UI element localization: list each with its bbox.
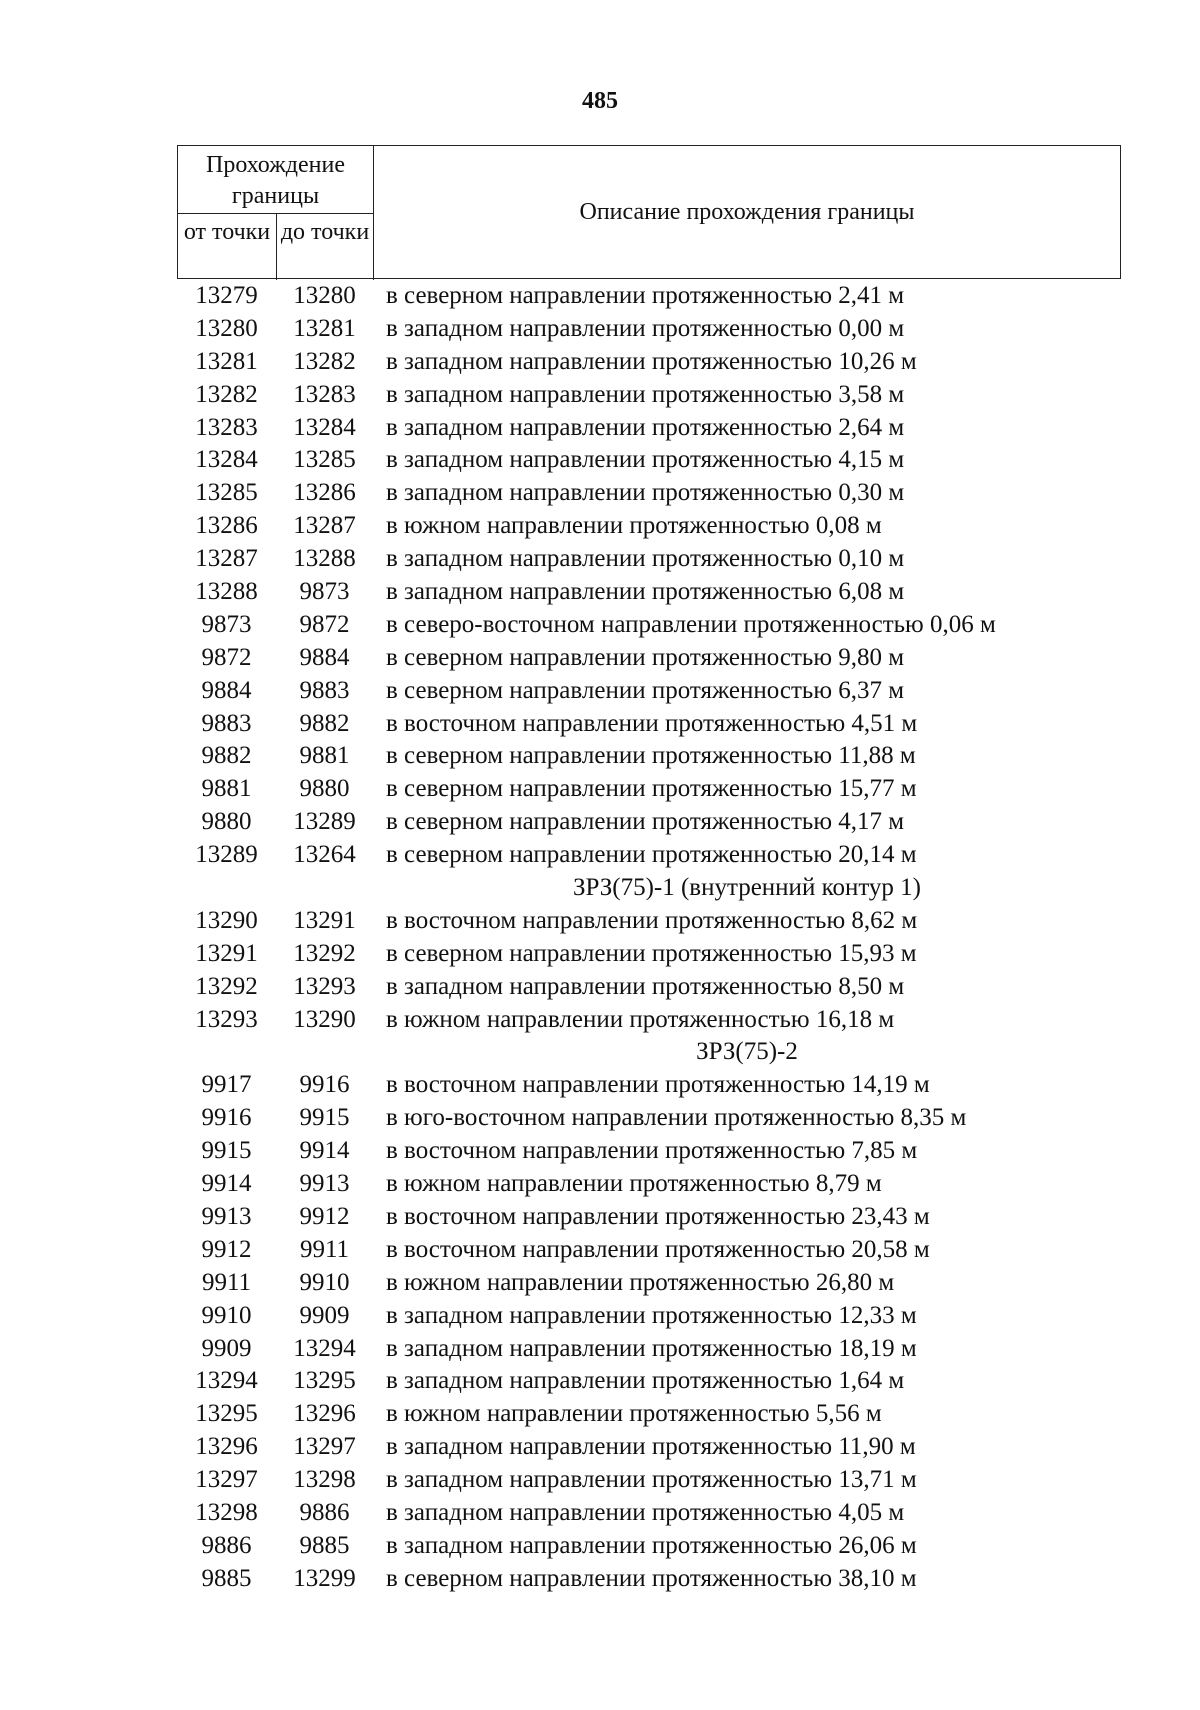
cell-from-point: 9873 [201,610,252,638]
cell-description: в западном направлении протяженностью 18,19 м [386,1334,917,1362]
cell-from-point: 13283 [195,413,258,441]
cell-to-point: 9911 [299,1235,350,1263]
table-row [177,806,1177,839]
cell-from-point: 13280 [195,314,258,342]
cell-to-point: 13286 [293,479,356,507]
cell-description: в южном направлении протяженностью 5,56 м [386,1400,882,1428]
cell-description: в западном направлении протяженностью 4,05 м [386,1498,905,1526]
cell-description: в восточном направлении протяженностью 20,58 м [386,1235,930,1263]
table-row [177,1563,1177,1596]
cell-description: в восточном направлении протяженностью 7,85 м [386,1137,918,1165]
cell-to-point: 9883 [299,676,350,704]
cell-from-point: 13290 [195,906,258,934]
cell-from-point: 13288 [195,578,258,606]
cell-description: в северном направлении протяженностью 11,88 м [386,742,916,770]
table-row [177,280,1177,313]
cell-description: в западном направлении протяженностью 8,50 м [386,972,905,1000]
cell-from-point: 9883 [201,709,252,737]
cell-to-point: 9872 [299,610,350,638]
cell-from-point: 9915 [201,1137,252,1165]
table-row [177,313,1177,346]
cell-description: в северном направлении протяженностью 6,37 м [386,676,905,704]
cell-description: в северном направлении протяженностью 38,10 м [386,1564,917,1592]
cell-to-point: 13290 [293,1005,356,1033]
cell-to-point: 13291 [293,906,356,934]
section-heading: ЗРЗ(75)-1 (внутренний контур 1) [572,874,921,902]
cell-from-point: 9885 [201,1564,252,1592]
header-desc-label: Описание прохождения границы [579,198,915,225]
cell-description: в западном направлении протяженностью 26,06 м [386,1531,917,1559]
table-row [177,1102,1177,1135]
cell-from-point: 9880 [201,808,252,836]
cell-description: в южном направлении протяженностью 0,08 м [386,512,882,540]
cell-description: в западном направлении протяженностью 10,26 м [386,347,917,375]
table-row [177,1300,1177,1333]
cell-to-point: 9881 [299,742,350,770]
cell-to-point: 9910 [299,1268,350,1296]
cell-from-point: 9912 [201,1235,252,1263]
table-row [177,1004,1177,1037]
cell-description: в восточном направлении протяженностью 23,43 м [386,1202,930,1230]
cell-to-point: 13295 [293,1367,356,1395]
table-row [177,1267,1177,1300]
cell-description: в северном направлении протяженностью 15,93 м [386,939,917,967]
cell-from-point: 13289 [195,841,258,869]
cell-description: в северном направлении протяженностью 9,80 м [386,643,905,671]
cell-description: в западном направлении протяженностью 13,71 м [386,1466,917,1494]
cell-description: в северо-восточном направлении протяженностью 0,06 м [386,610,996,638]
table-row [177,477,1177,510]
cell-to-point: 13288 [293,545,356,573]
table-row [177,773,1177,806]
table-row [177,938,1177,971]
table-row [177,1234,1177,1267]
cell-description: в западном направлении протяженностью 11,90 м [386,1433,916,1461]
cell-description: в юго-восточном направлении протяженностью 8,35 м [386,1104,967,1132]
cell-from-point: 9914 [201,1170,252,1198]
header-to-label: до точки [277,214,374,280]
cell-from-point: 13285 [195,479,258,507]
cell-to-point: 9882 [299,709,350,737]
cell-description: в восточном направлении протяженностью 14,19 м [386,1071,930,1099]
cell-to-point: 9916 [299,1071,350,1099]
cell-description: в южном направлении протяженностью 16,18 м [386,1005,895,1033]
table-row [177,675,1177,708]
cell-to-point: 13293 [293,972,356,1000]
cell-description: в западном направлении протяженностью 0,30 м [386,479,905,507]
table-row [177,609,1177,642]
table-row [177,1431,1177,1464]
cell-from-point: 9882 [201,742,252,770]
cell-from-point: 13293 [195,1005,258,1033]
table-row [177,839,1177,872]
cell-description: в южном направлении протяженностью 26,80 м [386,1268,895,1296]
cell-to-point: 13294 [293,1334,356,1362]
table-row [177,740,1177,773]
cell-to-point: 9914 [299,1137,350,1165]
cell-to-point: 9880 [299,775,350,803]
cell-description: в западном направлении протяженностью 2,64 м [386,413,905,441]
table-row [177,905,1177,938]
cell-from-point: 9881 [201,775,252,803]
cell-description: в западном направлении протяженностью 4,15 м [386,446,905,474]
table-row [177,1168,1177,1201]
cell-to-point: 13264 [293,841,356,869]
cell-description: в северном направлении протяженностью 20,14 м [386,841,917,869]
cell-to-point: 13296 [293,1400,356,1428]
table-row [177,379,1177,412]
cell-description: в западном направлении протяженностью 1,64 м [386,1367,905,1395]
cell-description: в западном направлении протяженностью 3,58 м [386,380,905,408]
cell-from-point: 13295 [195,1400,258,1428]
table-row [177,1398,1177,1431]
cell-to-point: 13289 [293,808,356,836]
cell-description: в северном направлении протяженностью 2,41 м [386,282,905,309]
table-body [177,280,1177,1596]
cell-from-point: 9872 [201,643,252,671]
cell-to-point: 9885 [299,1531,350,1559]
cell-from-point: 13287 [195,545,258,573]
table-row [177,642,1177,675]
cell-from-point: 9886 [201,1531,252,1559]
table-row [177,543,1177,576]
table-row [177,1333,1177,1366]
cell-to-point: 9873 [299,578,350,606]
cell-from-point: 13284 [195,446,258,474]
cell-from-point: 9910 [201,1301,252,1329]
page-number: 485 [582,88,618,114]
cell-from-point: 9911 [201,1268,252,1296]
table-row [177,412,1177,445]
cell-to-point: 13299 [293,1564,356,1592]
cell-to-point: 13282 [293,347,356,375]
cell-from-point: 13298 [195,1498,258,1526]
table-row [177,1365,1177,1398]
cell-from-point: 13291 [195,939,258,967]
cell-from-point: 13279 [195,282,258,309]
table-row [177,444,1177,477]
cell-to-point: 13292 [293,939,356,967]
cell-description: в восточном направлении протяженностью 8,62 м [386,906,918,934]
cell-from-point: 9909 [201,1334,252,1362]
cell-from-point: 13281 [195,347,258,375]
table-row [177,576,1177,609]
cell-from-point: 9884 [201,676,252,704]
table-row [177,346,1177,379]
cell-to-point: 9884 [299,643,350,671]
cell-description: в западном направлении протяженностью 6,08 м [386,578,905,606]
cell-from-point: 13286 [195,512,258,540]
cell-to-point: 13281 [293,314,356,342]
table-row [177,1201,1177,1234]
header-group-label: Прохождение границы [178,146,374,214]
section-heading: ЗРЗ(75)-2 [696,1038,798,1066]
table-row [177,1069,1177,1102]
cell-to-point: 13283 [293,380,356,408]
table-row [177,708,1177,741]
cell-to-point: 13298 [293,1466,356,1494]
cell-to-point: 13284 [293,413,356,441]
cell-to-point: 9913 [299,1170,350,1198]
cell-description: в западном направлении протяженностью 12,33 м [386,1301,917,1329]
cell-from-point: 13282 [195,380,258,408]
cell-to-point: 9915 [299,1104,350,1132]
table-header [177,145,1121,279]
cell-from-point: 13296 [195,1433,258,1461]
table-row [177,971,1177,1004]
cell-description: в северном направлении протяженностью 4,17 м [386,808,905,836]
cell-to-point: 9912 [299,1202,350,1230]
cell-to-point: 13285 [293,446,356,474]
cell-from-point: 13294 [195,1367,258,1395]
cell-description: в западном направлении протяженностью 0,00 м [386,314,905,342]
cell-from-point: 9916 [201,1104,252,1132]
cell-from-point: 9917 [201,1071,252,1099]
cell-description: в северном направлении протяженностью 15,77 м [386,775,917,803]
cell-description: в западном направлении протяженностью 0,10 м [386,545,905,573]
cell-description: в восточном направлении протяженностью 4,51 м [386,709,918,737]
cell-from-point: 13297 [195,1466,258,1494]
table-row [177,1464,1177,1497]
cell-from-point: 9913 [201,1202,252,1230]
table-row [177,510,1177,543]
cell-from-point: 13292 [195,972,258,1000]
table-row [177,1497,1177,1530]
cell-to-point: 13287 [293,512,356,540]
table-row [177,1135,1177,1168]
cell-to-point: 13280 [293,282,356,309]
cell-to-point: 13297 [293,1433,356,1461]
cell-to-point: 9909 [299,1301,350,1329]
header-from-label: от точки [178,214,277,280]
cell-to-point: 9886 [299,1498,350,1526]
table-row [177,1530,1177,1563]
cell-description: в южном направлении протяженностью 8,79 м [386,1170,882,1198]
